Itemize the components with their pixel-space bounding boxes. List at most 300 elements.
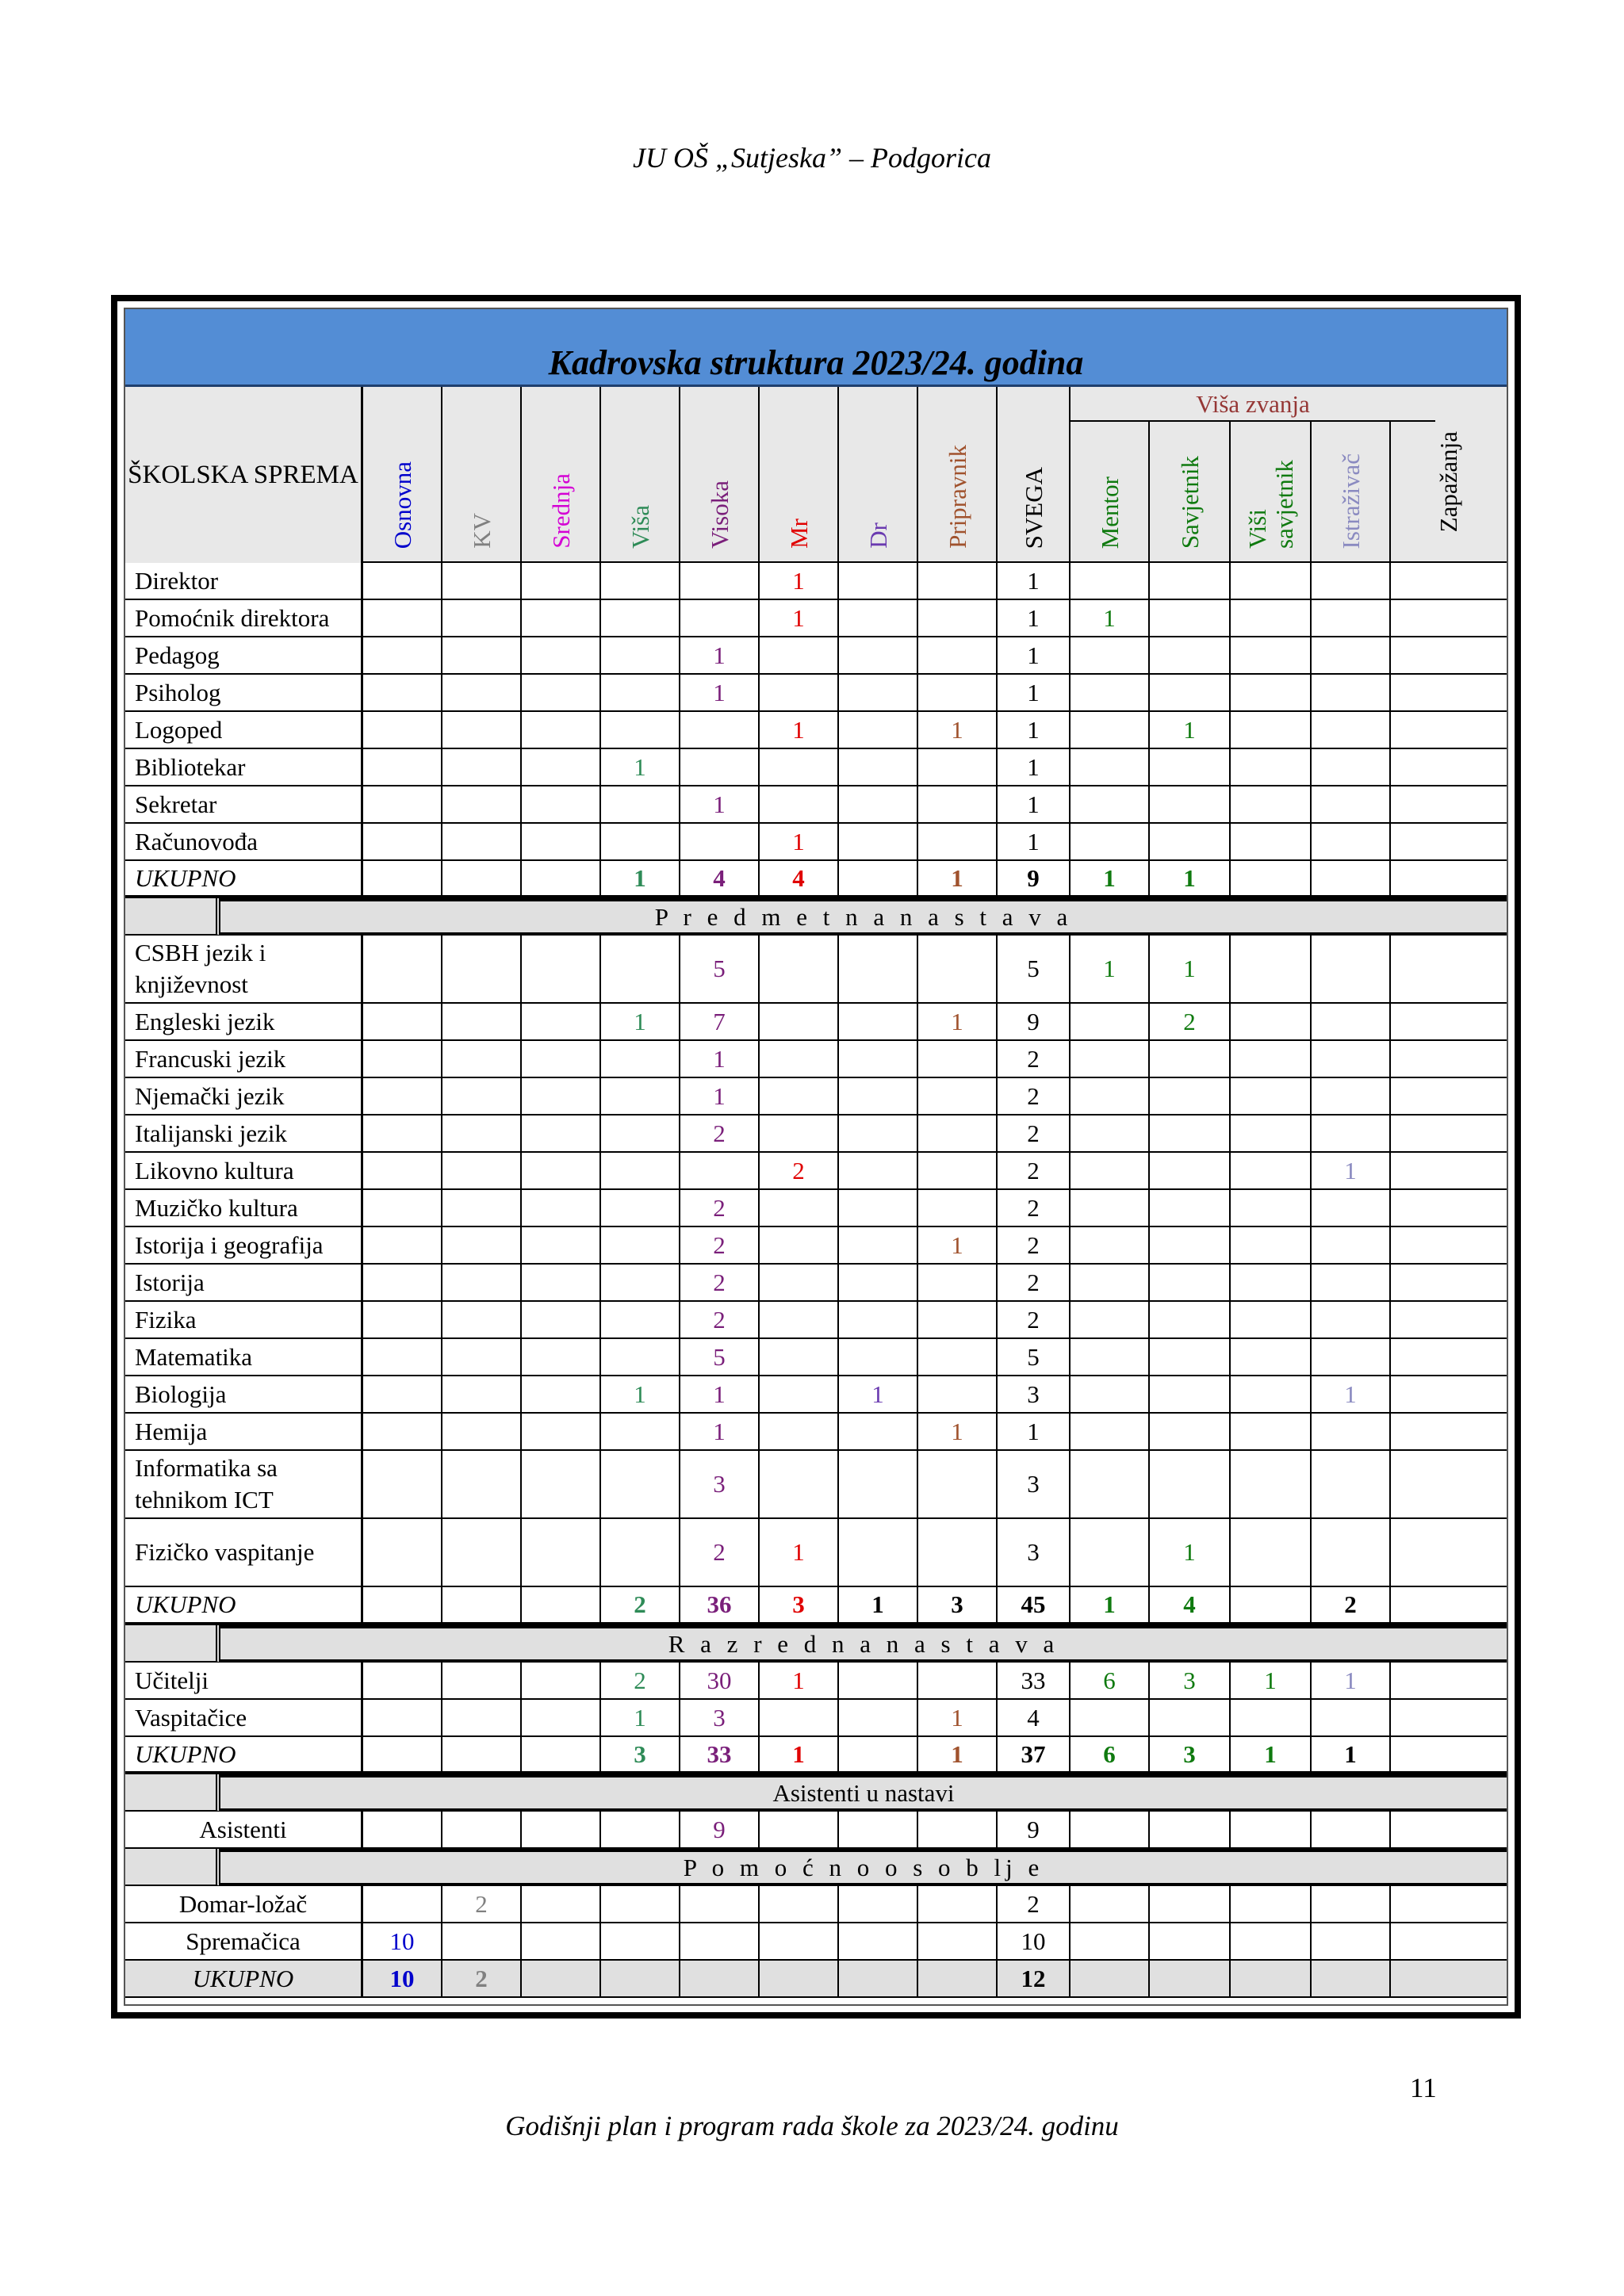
cell-dr bbox=[839, 1190, 918, 1226]
column-header-label: Savjetnik bbox=[1176, 455, 1204, 549]
cell-visa bbox=[601, 675, 680, 710]
cell-srednja bbox=[522, 637, 601, 673]
cell-mr bbox=[760, 675, 839, 710]
cell-savjetnik bbox=[1150, 1339, 1231, 1375]
cell-mentor: 6 bbox=[1071, 1737, 1150, 1771]
cell-srednja bbox=[522, 1519, 601, 1586]
cell-visi-savjetnik bbox=[1231, 712, 1312, 748]
cell-osnovna bbox=[363, 1414, 442, 1449]
cell-zapazanja bbox=[1391, 1663, 1507, 1698]
table-row bbox=[125, 1302, 1507, 1339]
cell-srednja bbox=[522, 675, 601, 710]
cell-svega: 45 bbox=[998, 1587, 1071, 1622]
cell-savjetnik bbox=[1150, 675, 1231, 710]
column-header-label: Dr bbox=[864, 522, 892, 549]
cell-pripravnik bbox=[918, 1339, 998, 1375]
cell-osnovna bbox=[363, 600, 442, 636]
cell-pripravnik: 1 bbox=[918, 1227, 998, 1263]
section-left-block bbox=[125, 898, 220, 936]
cell-visoka bbox=[680, 712, 760, 748]
column-header-label: KV bbox=[468, 513, 496, 549]
table-row bbox=[125, 824, 1507, 861]
cell-mr bbox=[760, 936, 839, 1002]
cell-svega: 5 bbox=[998, 1339, 1071, 1375]
cell-visoka: 33 bbox=[680, 1737, 760, 1771]
cell-kv: 2 bbox=[442, 1961, 522, 1996]
cell-savjetnik bbox=[1150, 1886, 1231, 1922]
cell-mentor: 1 bbox=[1071, 600, 1150, 636]
cell-mr bbox=[760, 1414, 839, 1449]
cell-pripravnik bbox=[918, 1153, 998, 1188]
cell-zapazanja bbox=[1391, 749, 1507, 785]
cell-osnovna bbox=[363, 637, 442, 673]
cell-svega: 3 bbox=[998, 1376, 1071, 1412]
cell-dr bbox=[839, 1004, 918, 1039]
cell-mr: 1 bbox=[760, 1737, 839, 1771]
table-row bbox=[125, 1519, 1507, 1587]
cell-osnovna bbox=[363, 1115, 442, 1151]
cell-pripravnik bbox=[918, 600, 998, 636]
cell-svega: 9 bbox=[998, 861, 1071, 895]
cell-mr bbox=[760, 1812, 839, 1847]
cell-zapazanja bbox=[1391, 936, 1507, 1002]
row-label: UKUPNO bbox=[125, 1961, 363, 1996]
cell-visoka: 36 bbox=[680, 1587, 760, 1622]
cell-dr bbox=[839, 637, 918, 673]
cell-istrazivac bbox=[1312, 637, 1391, 673]
cell-svega: 1 bbox=[998, 675, 1071, 710]
table-row bbox=[125, 786, 1507, 824]
cell-istrazivac: 2 bbox=[1312, 1587, 1391, 1622]
cell-srednja bbox=[522, 1190, 601, 1226]
cell-visoka: 5 bbox=[680, 936, 760, 1002]
cell-mentor bbox=[1071, 563, 1150, 599]
table-row bbox=[125, 675, 1507, 712]
table-row bbox=[125, 1663, 1507, 1700]
row-label: Učitelji bbox=[125, 1663, 363, 1698]
cell-svega: 1 bbox=[998, 637, 1071, 673]
cell-mr bbox=[760, 1451, 839, 1517]
cell-zapazanja bbox=[1391, 1700, 1507, 1735]
cell-mentor bbox=[1071, 1115, 1150, 1151]
cell-kv bbox=[442, 712, 522, 748]
table-row bbox=[125, 712, 1507, 749]
column-header-label: Mr bbox=[785, 519, 813, 549]
cell-visoka: 1 bbox=[680, 637, 760, 673]
cell-srednja bbox=[522, 1041, 601, 1077]
cell-kv: 2 bbox=[442, 1886, 522, 1922]
table-row bbox=[125, 1078, 1507, 1115]
cell-visi-savjetnik bbox=[1231, 1414, 1312, 1449]
cell-svega: 1 bbox=[998, 786, 1071, 822]
section-pomocno-osoblje: P o m o ć n o o s o b lj e bbox=[220, 1849, 1507, 1886]
cell-savjetnik: 1 bbox=[1150, 1519, 1231, 1586]
column-header-label: Srednja bbox=[547, 473, 575, 549]
cell-visi-savjetnik bbox=[1231, 1451, 1312, 1517]
cell-kv bbox=[442, 600, 522, 636]
table-title: Kadrovska struktura 2023/24. godina bbox=[548, 343, 1084, 382]
cell-pripravnik: 1 bbox=[918, 1737, 998, 1771]
cell-mr bbox=[760, 1190, 839, 1226]
cell-zapazanja bbox=[1391, 1004, 1507, 1039]
cell-kv bbox=[442, 1004, 522, 1039]
cell-svega: 10 bbox=[998, 1923, 1071, 1959]
cell-srednja bbox=[522, 712, 601, 748]
row-label: Fizika bbox=[125, 1302, 363, 1337]
cell-visoka: 2 bbox=[680, 1519, 760, 1586]
cell-osnovna bbox=[363, 861, 442, 895]
row-label: Asistenti bbox=[125, 1812, 363, 1847]
cell-pripravnik: 1 bbox=[918, 1414, 998, 1449]
cell-zapazanja bbox=[1391, 1041, 1507, 1077]
cell-visa: 1 bbox=[601, 861, 680, 895]
cell-visoka: 5 bbox=[680, 1339, 760, 1375]
cell-visi-savjetnik bbox=[1231, 1886, 1312, 1922]
cell-visa bbox=[601, 936, 680, 1002]
cell-mentor bbox=[1071, 1153, 1150, 1188]
cell-pripravnik: 3 bbox=[918, 1587, 998, 1622]
cell-dr bbox=[839, 1414, 918, 1449]
cell-savjetnik bbox=[1150, 1041, 1231, 1077]
cell-visa bbox=[601, 1153, 680, 1188]
cell-zapazanja bbox=[1391, 1886, 1507, 1922]
cell-srednja bbox=[522, 749, 601, 785]
cell-pripravnik bbox=[918, 1376, 998, 1412]
cell-dr bbox=[839, 1302, 918, 1337]
cell-pripravnik bbox=[918, 786, 998, 822]
cell-kv bbox=[442, 1302, 522, 1337]
cell-svega: 1 bbox=[998, 563, 1071, 599]
cell-visoka: 3 bbox=[680, 1451, 760, 1517]
row-label: UKUPNO bbox=[125, 1737, 363, 1771]
total-row bbox=[125, 861, 1507, 898]
cell-svega: 2 bbox=[998, 1190, 1071, 1226]
cell-svega: 2 bbox=[998, 1302, 1071, 1337]
cell-visa bbox=[601, 1886, 680, 1922]
page-number: 11 bbox=[1410, 2072, 1437, 2103]
cell-svega: 5 bbox=[998, 936, 1071, 1002]
row-label: Njemački jezik bbox=[125, 1078, 363, 1114]
cell-visoka: 1 bbox=[680, 675, 760, 710]
cell-istrazivac bbox=[1312, 749, 1391, 785]
cell-kv bbox=[442, 861, 522, 895]
cell-visi-savjetnik bbox=[1231, 1004, 1312, 1039]
cell-visa: 1 bbox=[601, 1700, 680, 1735]
row-label: Pedagog bbox=[125, 637, 363, 673]
cell-srednja bbox=[522, 1451, 601, 1517]
row-label: Hemija bbox=[125, 1414, 363, 1449]
cell-pripravnik bbox=[918, 1812, 998, 1847]
cell-pripravnik bbox=[918, 1886, 998, 1922]
cell-srednja bbox=[522, 1153, 601, 1188]
cell-visi-savjetnik bbox=[1231, 786, 1312, 822]
cell-savjetnik bbox=[1150, 637, 1231, 673]
cell-savjetnik bbox=[1150, 1153, 1231, 1188]
cell-visi-savjetnik bbox=[1231, 1190, 1312, 1226]
cell-visoka: 2 bbox=[680, 1190, 760, 1226]
cell-kv bbox=[442, 1451, 522, 1517]
cell-srednja bbox=[522, 1227, 601, 1263]
cell-srednja bbox=[522, 1078, 601, 1114]
cell-mentor bbox=[1071, 1886, 1150, 1922]
cell-zapazanja bbox=[1391, 824, 1507, 859]
cell-visi-savjetnik bbox=[1231, 824, 1312, 859]
cell-osnovna bbox=[363, 749, 442, 785]
table-title-bar bbox=[125, 309, 1507, 387]
section-left-block bbox=[125, 1849, 220, 1886]
cell-visoka bbox=[680, 1961, 760, 1996]
cell-zapazanja bbox=[1391, 712, 1507, 748]
cell-istrazivac bbox=[1312, 1190, 1391, 1226]
row-label: Sekretar bbox=[125, 786, 363, 822]
cell-pripravnik bbox=[918, 1663, 998, 1698]
cell-dr bbox=[839, 675, 918, 710]
cell-visi-savjetnik bbox=[1231, 1153, 1312, 1188]
cell-istrazivac bbox=[1312, 712, 1391, 748]
cell-osnovna bbox=[363, 1190, 442, 1226]
cell-svega: 1 bbox=[998, 824, 1071, 859]
cell-visi-savjetnik bbox=[1231, 1961, 1312, 1996]
cell-svega: 33 bbox=[998, 1663, 1071, 1698]
cell-istrazivac bbox=[1312, 936, 1391, 1002]
cell-osnovna bbox=[363, 1737, 442, 1771]
cell-mr: 1 bbox=[760, 1519, 839, 1586]
cell-svega: 1 bbox=[998, 600, 1071, 636]
total-row bbox=[125, 1587, 1507, 1625]
cell-visoka: 1 bbox=[680, 1041, 760, 1077]
cell-dr bbox=[839, 861, 918, 895]
cell-visoka bbox=[680, 1886, 760, 1922]
column-header-label: Pripravnik bbox=[944, 445, 971, 549]
cell-pripravnik bbox=[918, 637, 998, 673]
cell-zapazanja bbox=[1391, 1414, 1507, 1449]
cell-istrazivac bbox=[1312, 1812, 1391, 1847]
cell-srednja bbox=[522, 1376, 601, 1412]
cell-mentor bbox=[1071, 1190, 1150, 1226]
cell-mr bbox=[760, 1302, 839, 1337]
group-header-visa-zvanja: Viša zvanja bbox=[1071, 387, 1435, 422]
table-row bbox=[125, 1812, 1507, 1849]
cell-kv bbox=[442, 1812, 522, 1847]
cell-savjetnik bbox=[1150, 1227, 1231, 1263]
cell-visoka: 1 bbox=[680, 786, 760, 822]
cell-kv bbox=[442, 1115, 522, 1151]
cell-mr bbox=[760, 1961, 839, 1996]
row-label: Italijanski jezik bbox=[125, 1115, 363, 1151]
cell-mentor bbox=[1071, 1961, 1150, 1996]
cell-dr bbox=[839, 1339, 918, 1375]
cell-dr bbox=[839, 1886, 918, 1922]
cell-osnovna bbox=[363, 1227, 442, 1263]
row-header-label: ŠKOLSKA SPREMA bbox=[125, 387, 363, 563]
cell-visoka bbox=[680, 563, 760, 599]
table-row bbox=[125, 1339, 1507, 1376]
cell-visi-savjetnik bbox=[1231, 1078, 1312, 1114]
cell-istrazivac bbox=[1312, 1004, 1391, 1039]
cell-mentor bbox=[1071, 1227, 1150, 1263]
cell-osnovna bbox=[363, 1153, 442, 1188]
cell-mr bbox=[760, 1041, 839, 1077]
section-predmetna-nastava: P r e d m e t n a n a s t a v a bbox=[220, 898, 1507, 936]
cell-svega: 1 bbox=[998, 749, 1071, 785]
cell-kv bbox=[442, 1376, 522, 1412]
row-label: Fizičko vaspitanje bbox=[125, 1519, 363, 1586]
row-label: Engleski jezik bbox=[125, 1004, 363, 1039]
cell-srednja bbox=[522, 1923, 601, 1959]
cell-zapazanja bbox=[1391, 1265, 1507, 1300]
cell-srednja bbox=[522, 1302, 601, 1337]
cell-mr bbox=[760, 1339, 839, 1375]
row-label: Vaspitačice bbox=[125, 1700, 363, 1735]
cell-visi-savjetnik bbox=[1231, 1227, 1312, 1263]
cell-kv bbox=[442, 824, 522, 859]
cell-pripravnik: 1 bbox=[918, 712, 998, 748]
cell-zapazanja bbox=[1391, 1451, 1507, 1517]
cell-dr bbox=[839, 712, 918, 748]
cell-mr bbox=[760, 1700, 839, 1735]
cell-savjetnik: 3 bbox=[1150, 1737, 1231, 1771]
cell-istrazivac bbox=[1312, 786, 1391, 822]
table-row bbox=[125, 1041, 1507, 1078]
cell-pripravnik: 1 bbox=[918, 861, 998, 895]
cell-osnovna bbox=[363, 1339, 442, 1375]
cell-savjetnik bbox=[1150, 563, 1231, 599]
cell-savjetnik bbox=[1150, 749, 1231, 785]
cell-visi-savjetnik bbox=[1231, 1265, 1312, 1300]
cell-mentor bbox=[1071, 1078, 1150, 1114]
column-header-kv bbox=[442, 387, 522, 563]
cell-mentor: 6 bbox=[1071, 1663, 1150, 1698]
cell-svega: 3 bbox=[998, 1519, 1071, 1586]
column-header-label: Visoka bbox=[706, 480, 733, 549]
cell-savjetnik bbox=[1150, 1451, 1231, 1517]
row-label: Domar-ložač bbox=[125, 1886, 363, 1922]
cell-zapazanja bbox=[1391, 786, 1507, 822]
cell-istrazivac bbox=[1312, 600, 1391, 636]
cell-zapazanja bbox=[1391, 1190, 1507, 1226]
row-label: Bibliotekar bbox=[125, 749, 363, 785]
table-row bbox=[125, 1115, 1507, 1153]
cell-srednja bbox=[522, 1700, 601, 1735]
cell-savjetnik: 1 bbox=[1150, 861, 1231, 895]
cell-visa bbox=[601, 1041, 680, 1077]
cell-istrazivac bbox=[1312, 1414, 1391, 1449]
cell-srednja bbox=[522, 1961, 601, 1996]
cell-mentor bbox=[1071, 1302, 1150, 1337]
cell-svega: 9 bbox=[998, 1812, 1071, 1847]
cell-osnovna bbox=[363, 1376, 442, 1412]
cell-svega: 12 bbox=[998, 1961, 1071, 1996]
cell-svega: 2 bbox=[998, 1265, 1071, 1300]
cell-osnovna bbox=[363, 1451, 442, 1517]
table-row bbox=[125, 1886, 1507, 1923]
cell-pripravnik bbox=[918, 749, 998, 785]
cell-savjetnik: 4 bbox=[1150, 1587, 1231, 1622]
cell-mr bbox=[760, 786, 839, 822]
cell-visa bbox=[601, 1115, 680, 1151]
table-row bbox=[125, 600, 1507, 637]
row-label: Istorija bbox=[125, 1265, 363, 1300]
cell-mentor bbox=[1071, 1812, 1150, 1847]
cell-visoka: 2 bbox=[680, 1302, 760, 1337]
cell-svega: 1 bbox=[998, 712, 1071, 748]
cell-mr: 1 bbox=[760, 1663, 839, 1698]
cell-visi-savjetnik bbox=[1231, 936, 1312, 1002]
cell-savjetnik bbox=[1150, 600, 1231, 636]
section-razredna-nastava: R a z r e d n a n a s t a v a bbox=[220, 1625, 1507, 1663]
cell-visi-savjetnik bbox=[1231, 600, 1312, 636]
table-row bbox=[125, 1153, 1507, 1190]
cell-savjetnik bbox=[1150, 1115, 1231, 1151]
cell-kv bbox=[442, 1587, 522, 1622]
cell-savjetnik: 3 bbox=[1150, 1663, 1231, 1698]
cell-istrazivac bbox=[1312, 1961, 1391, 1996]
cell-dr bbox=[839, 1078, 918, 1114]
cell-pripravnik bbox=[918, 1190, 998, 1226]
cell-kv bbox=[442, 675, 522, 710]
cell-dr: 1 bbox=[839, 1376, 918, 1412]
cell-kv bbox=[442, 1700, 522, 1735]
table-row bbox=[125, 1451, 1507, 1519]
cell-kv bbox=[442, 1414, 522, 1449]
section-left-block bbox=[125, 1774, 220, 1812]
cell-srednja bbox=[522, 1737, 601, 1771]
cell-visoka bbox=[680, 1923, 760, 1959]
cell-dr bbox=[839, 1519, 918, 1586]
cell-osnovna bbox=[363, 563, 442, 599]
cell-istrazivac: 1 bbox=[1312, 1663, 1391, 1698]
cell-svega: 1 bbox=[998, 1414, 1071, 1449]
cell-visa bbox=[601, 712, 680, 748]
cell-srednja bbox=[522, 786, 601, 822]
cell-istrazivac bbox=[1312, 1115, 1391, 1151]
cell-zapazanja bbox=[1391, 1519, 1507, 1586]
cell-pripravnik bbox=[918, 1519, 998, 1586]
cell-osnovna bbox=[363, 1700, 442, 1735]
cell-pripravnik bbox=[918, 563, 998, 599]
cell-dr bbox=[839, 1153, 918, 1188]
cell-visi-savjetnik bbox=[1231, 637, 1312, 673]
cell-kv bbox=[442, 1923, 522, 1959]
cell-dr bbox=[839, 1737, 918, 1771]
cell-istrazivac: 1 bbox=[1312, 1153, 1391, 1188]
cell-visi-savjetnik bbox=[1231, 1700, 1312, 1735]
cell-zapazanja bbox=[1391, 1339, 1507, 1375]
column-header-mr bbox=[760, 387, 839, 563]
cell-pripravnik bbox=[918, 1078, 998, 1114]
cell-kv bbox=[442, 1041, 522, 1077]
cell-savjetnik bbox=[1150, 1700, 1231, 1735]
cell-dr bbox=[839, 1041, 918, 1077]
cell-savjetnik bbox=[1150, 1923, 1231, 1959]
cell-savjetnik bbox=[1150, 1414, 1231, 1449]
cell-savjetnik: 1 bbox=[1150, 712, 1231, 748]
cell-mentor: 1 bbox=[1071, 936, 1150, 1002]
row-label: Psiholog bbox=[125, 675, 363, 710]
cell-mentor bbox=[1071, 1041, 1150, 1077]
cell-mr bbox=[760, 1265, 839, 1300]
cell-pripravnik bbox=[918, 1451, 998, 1517]
table-row bbox=[125, 1265, 1507, 1302]
cell-kv bbox=[442, 1519, 522, 1586]
cell-visoka: 1 bbox=[680, 1414, 760, 1449]
cell-visi-savjetnik: 1 bbox=[1231, 1663, 1312, 1698]
cell-dr bbox=[839, 786, 918, 822]
cell-osnovna bbox=[363, 1587, 442, 1622]
cell-osnovna bbox=[363, 675, 442, 710]
cell-mentor bbox=[1071, 749, 1150, 785]
cell-zapazanja bbox=[1391, 861, 1507, 895]
